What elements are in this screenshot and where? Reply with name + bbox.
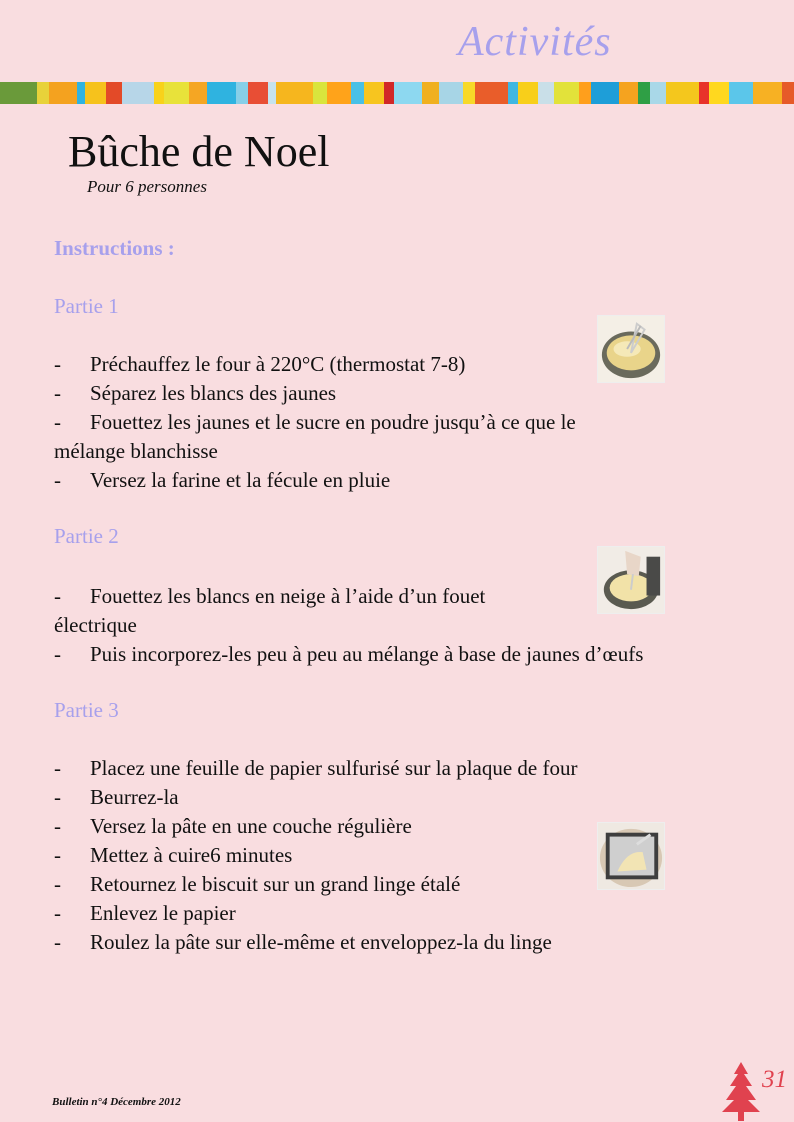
stripe-segment — [189, 82, 207, 104]
list-item-continuation: mélange blanchisse — [54, 439, 218, 463]
stripe-segment — [699, 82, 709, 104]
list-item: - Fouettez les blancs en neige à l’aide d’un fouet — [54, 584, 486, 608]
stripe-segment — [709, 82, 729, 104]
stripe-segment — [106, 82, 122, 104]
stripe-segment — [49, 82, 77, 104]
stripe-segment — [554, 82, 578, 104]
part-1-steps — [54, 350, 779, 495]
stripe-segment — [439, 82, 463, 104]
list-item: - Puis incorporez-les peu à peu au mélange à base de jaunes d’œufs — [54, 642, 644, 666]
whisk-bowl-photo — [597, 315, 665, 383]
whipping-egg-whites-photo — [597, 546, 665, 614]
stripe-segment — [207, 82, 235, 104]
stripe-segment — [37, 82, 49, 104]
color-stripe-banner — [0, 82, 794, 104]
part-2-steps — [54, 582, 779, 669]
stripe-segment — [154, 82, 164, 104]
stripe-segment — [313, 82, 327, 104]
spreading-batter-photo — [597, 822, 665, 890]
stripe-segment — [579, 82, 591, 104]
list-item-continuation: électrique — [54, 613, 137, 637]
list-item: - Préchauffez le four à 220°C (thermostat 7-8) — [54, 352, 466, 376]
page-number: 31 — [762, 1066, 787, 1093]
stripe-segment — [85, 82, 105, 104]
stripe-segment — [77, 82, 85, 104]
stripe-segment — [122, 82, 154, 104]
stripe-segment — [268, 82, 276, 104]
stripe-segment — [276, 82, 313, 104]
stripe-segment — [475, 82, 507, 104]
stripe-segment — [351, 82, 363, 104]
section-title: Activités — [458, 19, 612, 65]
stripe-segment — [248, 82, 268, 104]
part-1-heading: Partie 1 — [54, 294, 119, 318]
stripe-segment — [753, 82, 781, 104]
list-item: - Versez la farine et la fécule en pluie — [54, 468, 391, 492]
stripe-segment — [729, 82, 753, 104]
stripe-segment — [518, 82, 538, 104]
list-item: - Fouettez les jaunes et le sucre en poudre jusqu’à ce que le — [54, 410, 576, 434]
stripe-segment — [422, 82, 438, 104]
stripe-segment — [236, 82, 248, 104]
stripe-segment — [164, 82, 188, 104]
list-item: - Placez une feuille de papier sulfurisé sur la plaque de four — [54, 756, 578, 780]
christmas-tree-icon — [720, 1060, 762, 1122]
footer-bulletin: Bulletin n°4 Décembre 2012 — [52, 1096, 181, 1108]
stripe-segment — [463, 82, 475, 104]
stripe-segment — [538, 82, 554, 104]
instructions-heading: Instructions : — [54, 236, 175, 260]
list-item: - Versez la pâte en une couche régulière — [54, 814, 412, 838]
list-item: - Retournez le biscuit sur un grand linge étalé — [54, 872, 461, 896]
part-2-heading: Partie 2 — [54, 524, 119, 548]
stripe-segment — [508, 82, 518, 104]
list-item: - Beurrez-la — [54, 785, 179, 809]
stripe-segment — [0, 82, 37, 104]
stripe-segment — [327, 82, 351, 104]
servings-subtitle: Pour 6 personnes — [87, 177, 207, 196]
stripe-segment — [591, 82, 619, 104]
stripe-segment — [619, 82, 637, 104]
list-item: - Roulez la pâte sur elle-même et enveloppez-la du linge — [54, 930, 552, 954]
stripe-segment — [638, 82, 650, 104]
list-item: - Séparez les blancs des jaunes — [54, 381, 337, 405]
part-3-steps — [54, 754, 779, 957]
stripe-segment — [364, 82, 384, 104]
recipe-title: Bûche de Noel — [68, 127, 330, 176]
list-item: - Mettez à cuire6 minutes — [54, 843, 293, 867]
stripe-segment — [384, 82, 394, 104]
part-3-heading: Partie 3 — [54, 698, 119, 722]
stripe-segment — [650, 82, 666, 104]
list-item: - Enlevez le papier — [54, 901, 236, 925]
stripe-segment — [666, 82, 698, 104]
stripe-segment — [782, 82, 794, 104]
stripe-segment — [394, 82, 422, 104]
